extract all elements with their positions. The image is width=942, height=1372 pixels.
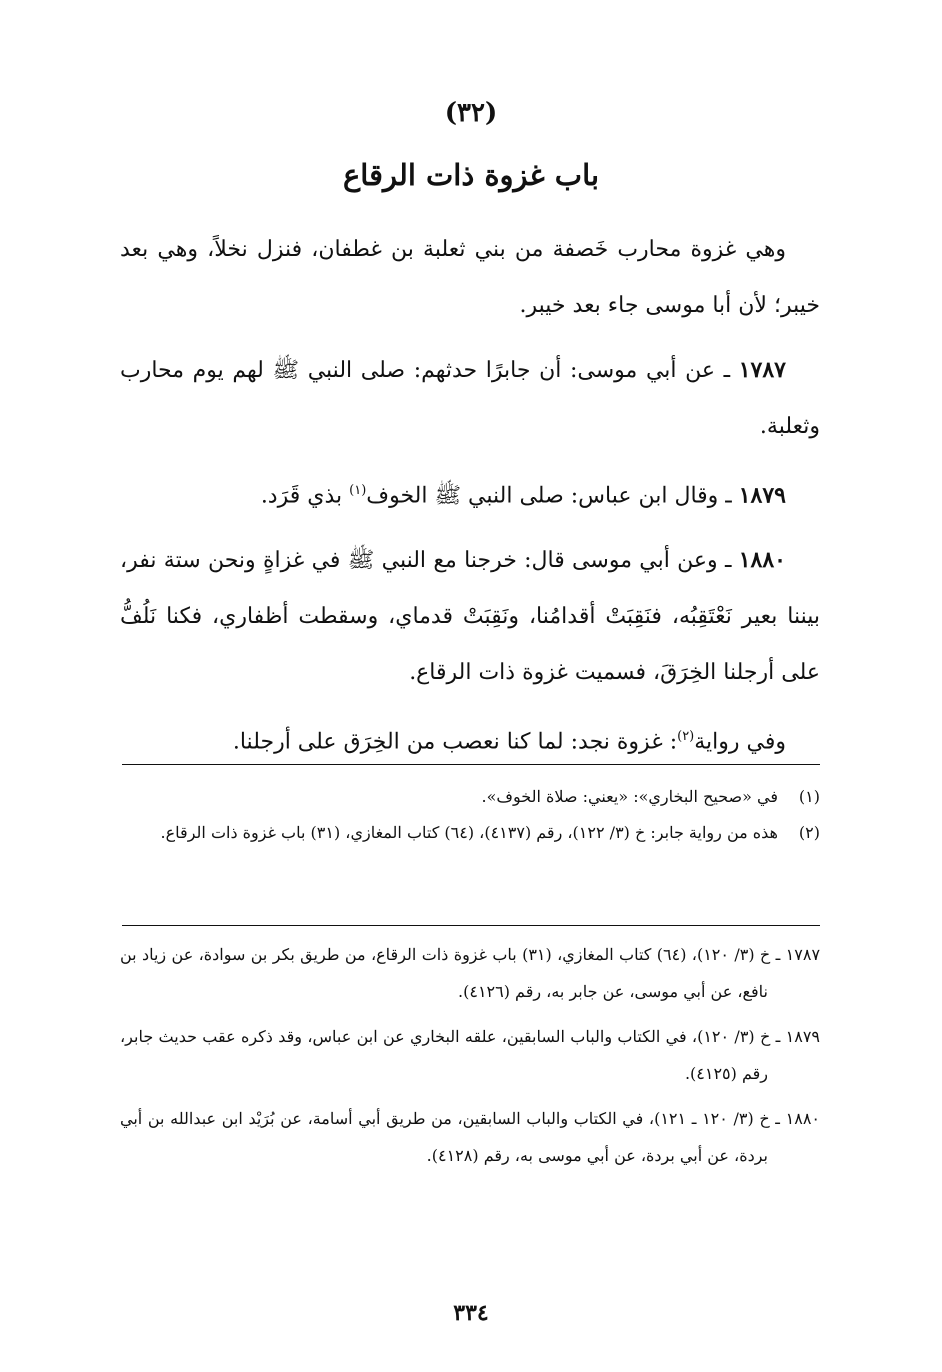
hadith-text: ـ عن أبي موسى: أن جابرًا حدثهم: صلى النبي ﷺ لهم يوم محارب وثعلبة.: [120, 358, 820, 439]
footnote-1: [120, 780, 820, 814]
hadith-1787: [120, 342, 820, 455]
riwaya-paragraph: [120, 709, 820, 770]
hadith-text: ـ وقال ابن عباس: صلى النبي ﷺ الخوف: [366, 483, 732, 509]
reference-number: ١٨٨٠: [785, 1109, 821, 1128]
hadith-number: ١٧٨٧: [738, 357, 786, 383]
footnote-text: في «صحيح البخاري»: «يعني: صلاة الخوف».: [481, 787, 778, 806]
reference-text: ـ خ (٣/ ١٢٠)، في الكتاب والباب السابقين، علقه البخاري عن ابن عباس، وقد ذكره عقب حديث جابر، رقم (٤١٢٥).: [120, 1027, 781, 1083]
reference-1880: [120, 1100, 820, 1174]
footnote-label: (١): [798, 787, 820, 806]
footnote-ref[interactable]: (١): [349, 483, 367, 498]
reference-number: ١٧٨٧: [785, 945, 821, 964]
intro-paragraph: وهي غزوة محارب خَصفة من بني ثعلبة بن غطفان، فنزل نخلاً، وهي بعد خيبر؛ لأن أبا موسى جاء بعد خيبر.: [120, 237, 820, 318]
page-number: ٣٣٤: [453, 1300, 489, 1326]
footnote-ref[interactable]: (٢): [677, 729, 695, 745]
hadith-number: ١٨٧٩: [738, 482, 786, 509]
chapter-number: (٣٢): [444, 98, 498, 128]
footnote-2: [120, 816, 820, 850]
footnote-divider: [122, 764, 820, 765]
hadith-number: ١٨٨٠: [738, 547, 786, 574]
references-divider: [122, 925, 820, 926]
riwaya-text-end: : غزوة نجد: لما كنا نعصب من الخِرَق على أرجلنا.: [232, 729, 678, 755]
reference-1879: [120, 1018, 820, 1092]
chapter-title: باب غزوة ذات الرقاع: [342, 158, 600, 192]
main-text: [120, 222, 820, 779]
footnote-label: (٢): [798, 823, 820, 842]
references: [120, 936, 820, 1182]
reference-text: ـ خ (٣/ ١٢٠ ـ ١٢١)، في الكتاب والباب السابقين، من طريق أبي أسامة، عن بُرَيْد ابن عبدالله بن أبي بردة، عن أبي بردة، عن أبي موسى به، رقم (٤١٢٨).: [120, 1109, 780, 1165]
hadith-text-end: بذي قَرَد.: [260, 483, 350, 509]
hadith-text: ـ وعن أبي موسى قال: خرجنا مع النبي ﷺ في غزاةٍ ونحن ستة نفر، بيننا بعير نَعْتَقِبُه، فنَقِبَتْ أقدامُنا، ونَقِبَتْ قدماي، وسقطت أظفاري، فكنا نَلُفُّ على أرجلنا الخِرَقَ، فسميت غزوة ذات الرقاع.: [120, 548, 820, 686]
footnotes: [120, 780, 820, 852]
reference-text: ـ خ (٣/ ١٢٠)، (٦٤) كتاب المغازي، (٣١) باب غزوة ذات الرقاع، من طريق بكر بن سوادة، عن زياد بن نافع، عن أبي موسى، عن جابر به، رقم (٤١٢٦).: [120, 945, 781, 1001]
footnote-text: هذه من رواية جابر: خ (٣/ ١٢٢)، رقم (٤١٣٧)، (٦٤) كتاب المغازي، (٣١) باب غزوة ذات الرقاع.: [160, 823, 778, 842]
hadith-1879: [120, 463, 820, 524]
reference-1787: [120, 936, 820, 1010]
riwaya-text: وفي رواية: [694, 729, 786, 755]
reference-number: ١٨٧٩: [785, 1027, 821, 1046]
hadith-1880: [120, 532, 820, 701]
